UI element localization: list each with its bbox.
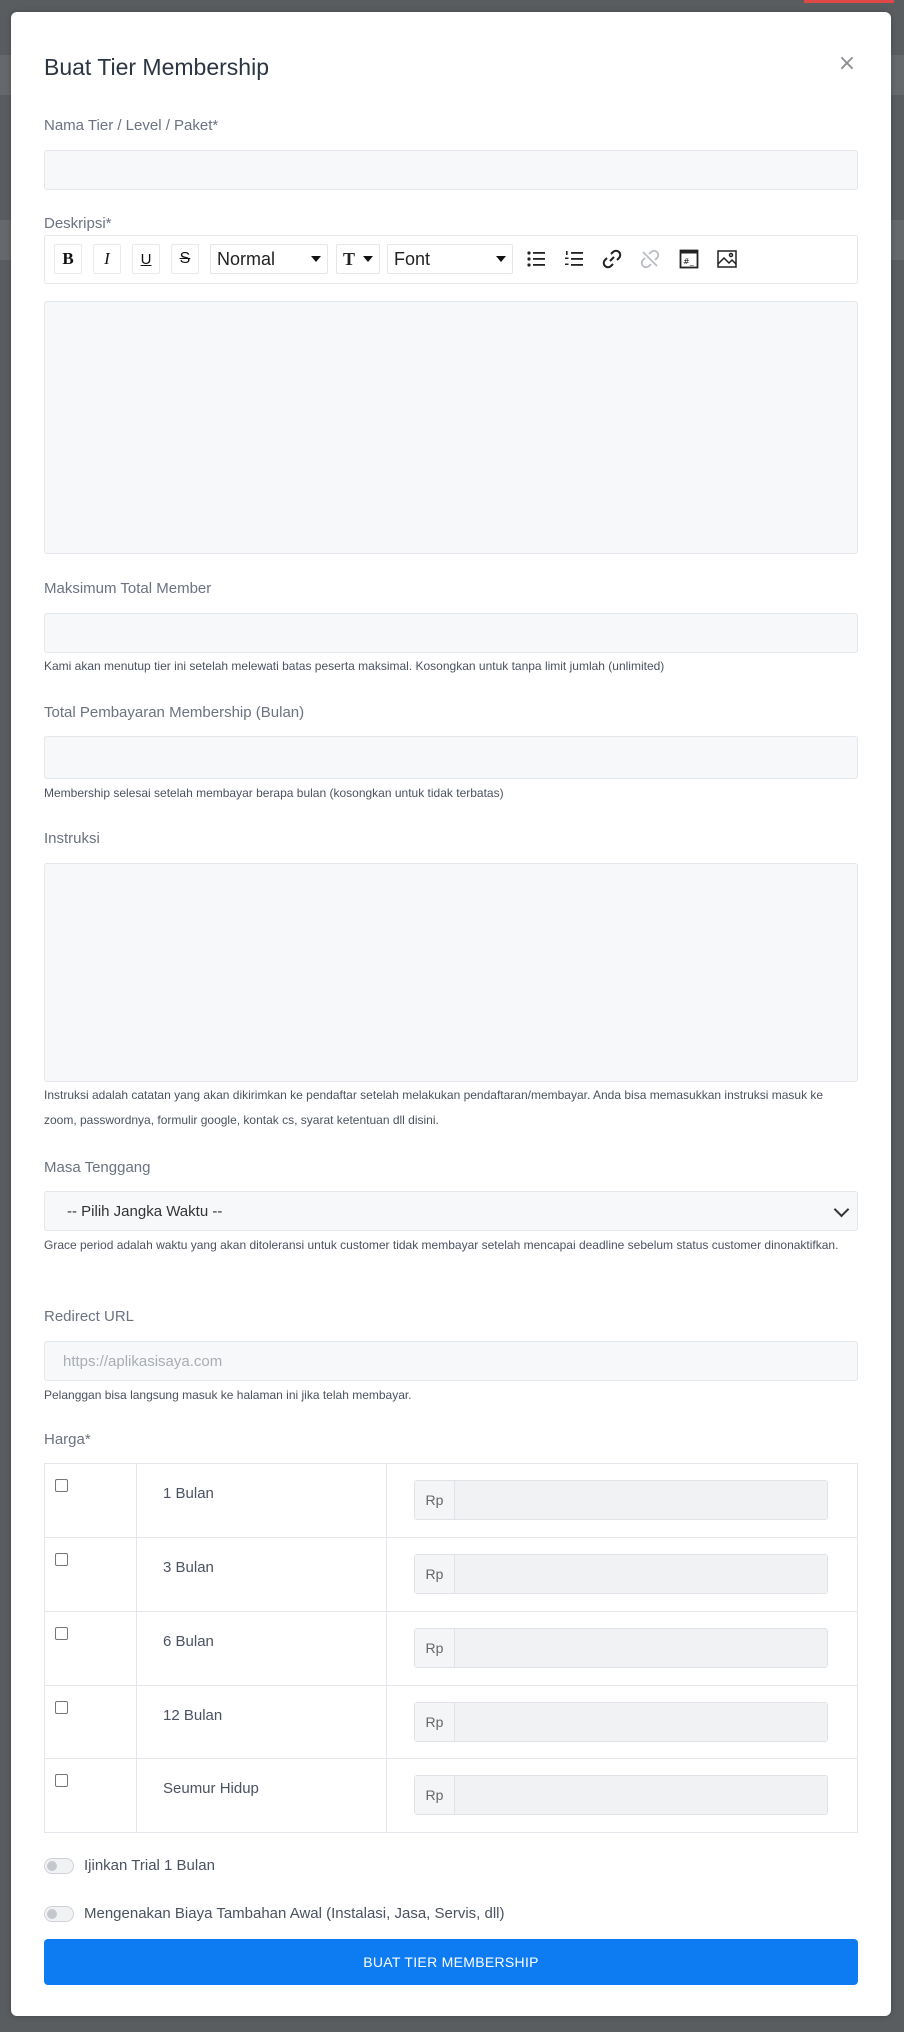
close-icon[interactable]: × bbox=[837, 51, 857, 76]
price-checkbox[interactable] bbox=[55, 1701, 68, 1714]
instructions-help: Instruksi adalah catatan yang akan dikirimkan ke pendaftar setelah melakukan pendaftaran/membayar. Anda bisa memasukkan instruksi masuk ke zoom, passwordnya, formulir google, kontak cs, syarat ketentuan dll disini. bbox=[44, 1088, 824, 1127]
grace-period-help: Grace period adalah waktu yang akan ditoleransi untuk customer tidak membayar setelah mencapai deadline sebelum status customer dinonaktifkan. bbox=[44, 1238, 839, 1252]
price-table bbox=[44, 1463, 858, 1833]
underline-icon[interactable]: U bbox=[132, 244, 160, 274]
grace-period-select[interactable] bbox=[44, 1191, 858, 1231]
table-row bbox=[45, 1464, 857, 1537]
currency-addon: Rp bbox=[415, 1629, 455, 1667]
max-members-input[interactable] bbox=[44, 613, 858, 653]
strikethrough-icon[interactable]: S bbox=[171, 244, 199, 274]
currency-addon: Rp bbox=[415, 1776, 455, 1814]
setup-fee-toggle-label: Mengenakan Biaya Tambahan Awal (Instalasi, Jasa, Servis, dll) bbox=[84, 1905, 505, 1922]
price-input[interactable] bbox=[455, 1555, 827, 1593]
trial-toggle[interactable] bbox=[44, 1858, 74, 1874]
max-members-label: Maksimum Total Member bbox=[44, 580, 212, 597]
svg-text:#_: #_ bbox=[683, 257, 694, 266]
redirect-url-help: Pelanggan bisa langsung masuk ke halaman ini jika telah membayar. bbox=[44, 1388, 412, 1402]
redirect-url-input[interactable] bbox=[44, 1341, 858, 1381]
create-tier-button[interactable]: BUAT TIER MEMBERSHIP bbox=[44, 1939, 858, 1985]
tier-name-input[interactable] bbox=[44, 150, 858, 190]
link-icon[interactable] bbox=[597, 244, 627, 274]
description-editor[interactable] bbox=[44, 301, 858, 554]
setup-fee-toggle[interactable] bbox=[44, 1906, 74, 1922]
backdrop-alert-bar bbox=[804, 0, 894, 3]
unlink-icon[interactable] bbox=[635, 244, 665, 274]
total-payment-help: Membership selesai setelah membayar berapa bulan (kosongkan untuk tidak terbatas) bbox=[44, 786, 504, 800]
price-input[interactable] bbox=[455, 1703, 827, 1741]
font-size-glyph: T bbox=[343, 248, 356, 269]
price-input-group bbox=[414, 1775, 828, 1815]
grace-period-selected: -- Pilih Jangka Waktu -- bbox=[67, 1202, 223, 1220]
heading-select-value: Normal bbox=[217, 248, 276, 269]
chevron-down-icon bbox=[311, 256, 321, 262]
total-payment-input[interactable] bbox=[44, 736, 858, 779]
price-input-group bbox=[414, 1480, 828, 1520]
font-size-select[interactable] bbox=[336, 244, 380, 274]
description-label: Deskripsi* bbox=[44, 215, 112, 232]
price-checkbox[interactable] bbox=[55, 1774, 68, 1787]
trial-toggle-row[interactable] bbox=[44, 1857, 215, 1874]
table-row bbox=[45, 1611, 857, 1685]
heading-select[interactable] bbox=[210, 244, 328, 274]
chevron-down-icon bbox=[496, 256, 506, 262]
price-checkbox[interactable] bbox=[55, 1627, 68, 1640]
chevron-down-icon bbox=[834, 1202, 850, 1218]
currency-addon: Rp bbox=[415, 1703, 455, 1741]
price-input[interactable] bbox=[455, 1481, 827, 1519]
instructions-textarea[interactable] bbox=[44, 863, 858, 1082]
price-input[interactable] bbox=[455, 1776, 827, 1814]
grace-period-label: Masa Tenggang bbox=[44, 1159, 151, 1176]
price-period: 12 Bulan bbox=[163, 1707, 223, 1724]
setup-fee-toggle-row[interactable] bbox=[44, 1905, 505, 1922]
currency-addon: Rp bbox=[415, 1481, 455, 1519]
price-input-group bbox=[414, 1628, 828, 1668]
table-row bbox=[45, 1685, 857, 1759]
price-input-group bbox=[414, 1554, 828, 1594]
currency-addon: Rp bbox=[415, 1555, 455, 1593]
price-input-group bbox=[414, 1702, 828, 1742]
price-label: Harga* bbox=[44, 1431, 91, 1448]
numbered-list-icon[interactable] bbox=[559, 244, 589, 274]
italic-icon[interactable]: I bbox=[93, 244, 121, 274]
table-row bbox=[45, 1537, 857, 1611]
redirect-url-label: Redirect URL bbox=[44, 1308, 135, 1325]
price-period: 3 Bulan bbox=[163, 1559, 214, 1576]
font-select-value: Font bbox=[394, 248, 431, 269]
table-row bbox=[45, 1758, 857, 1832]
price-period: 6 Bulan bbox=[163, 1633, 214, 1650]
modal-title: Buat Tier Membership bbox=[44, 54, 269, 80]
price-period: 1 Bulan bbox=[163, 1485, 214, 1502]
image-icon[interactable] bbox=[712, 244, 742, 274]
tier-name-label: Nama Tier / Level / Paket* bbox=[44, 117, 219, 134]
bullet-list-icon[interactable] bbox=[521, 244, 551, 274]
total-payment-label: Total Pembayaran Membership (Bulan) bbox=[44, 704, 305, 721]
price-period: Seumur Hidup bbox=[163, 1780, 259, 1797]
chevron-down-icon bbox=[363, 256, 373, 262]
font-select[interactable] bbox=[387, 244, 513, 274]
editor-toolbar bbox=[44, 235, 858, 284]
trial-toggle-label: Ijinkan Trial 1 Bulan bbox=[84, 1857, 215, 1874]
instructions-label: Instruksi bbox=[44, 830, 100, 847]
price-input[interactable] bbox=[455, 1629, 827, 1667]
create-tier-modal bbox=[11, 12, 891, 2016]
price-checkbox[interactable] bbox=[55, 1479, 68, 1492]
bold-icon[interactable]: B bbox=[54, 244, 82, 274]
max-members-help: Kami akan menutup tier ini setelah melewati batas peserta maksimal. Kosongkan untuk tanpa limit jumlah (unlimited) bbox=[44, 659, 665, 673]
price-checkbox[interactable] bbox=[55, 1553, 68, 1566]
code-block-icon[interactable] bbox=[674, 244, 704, 274]
